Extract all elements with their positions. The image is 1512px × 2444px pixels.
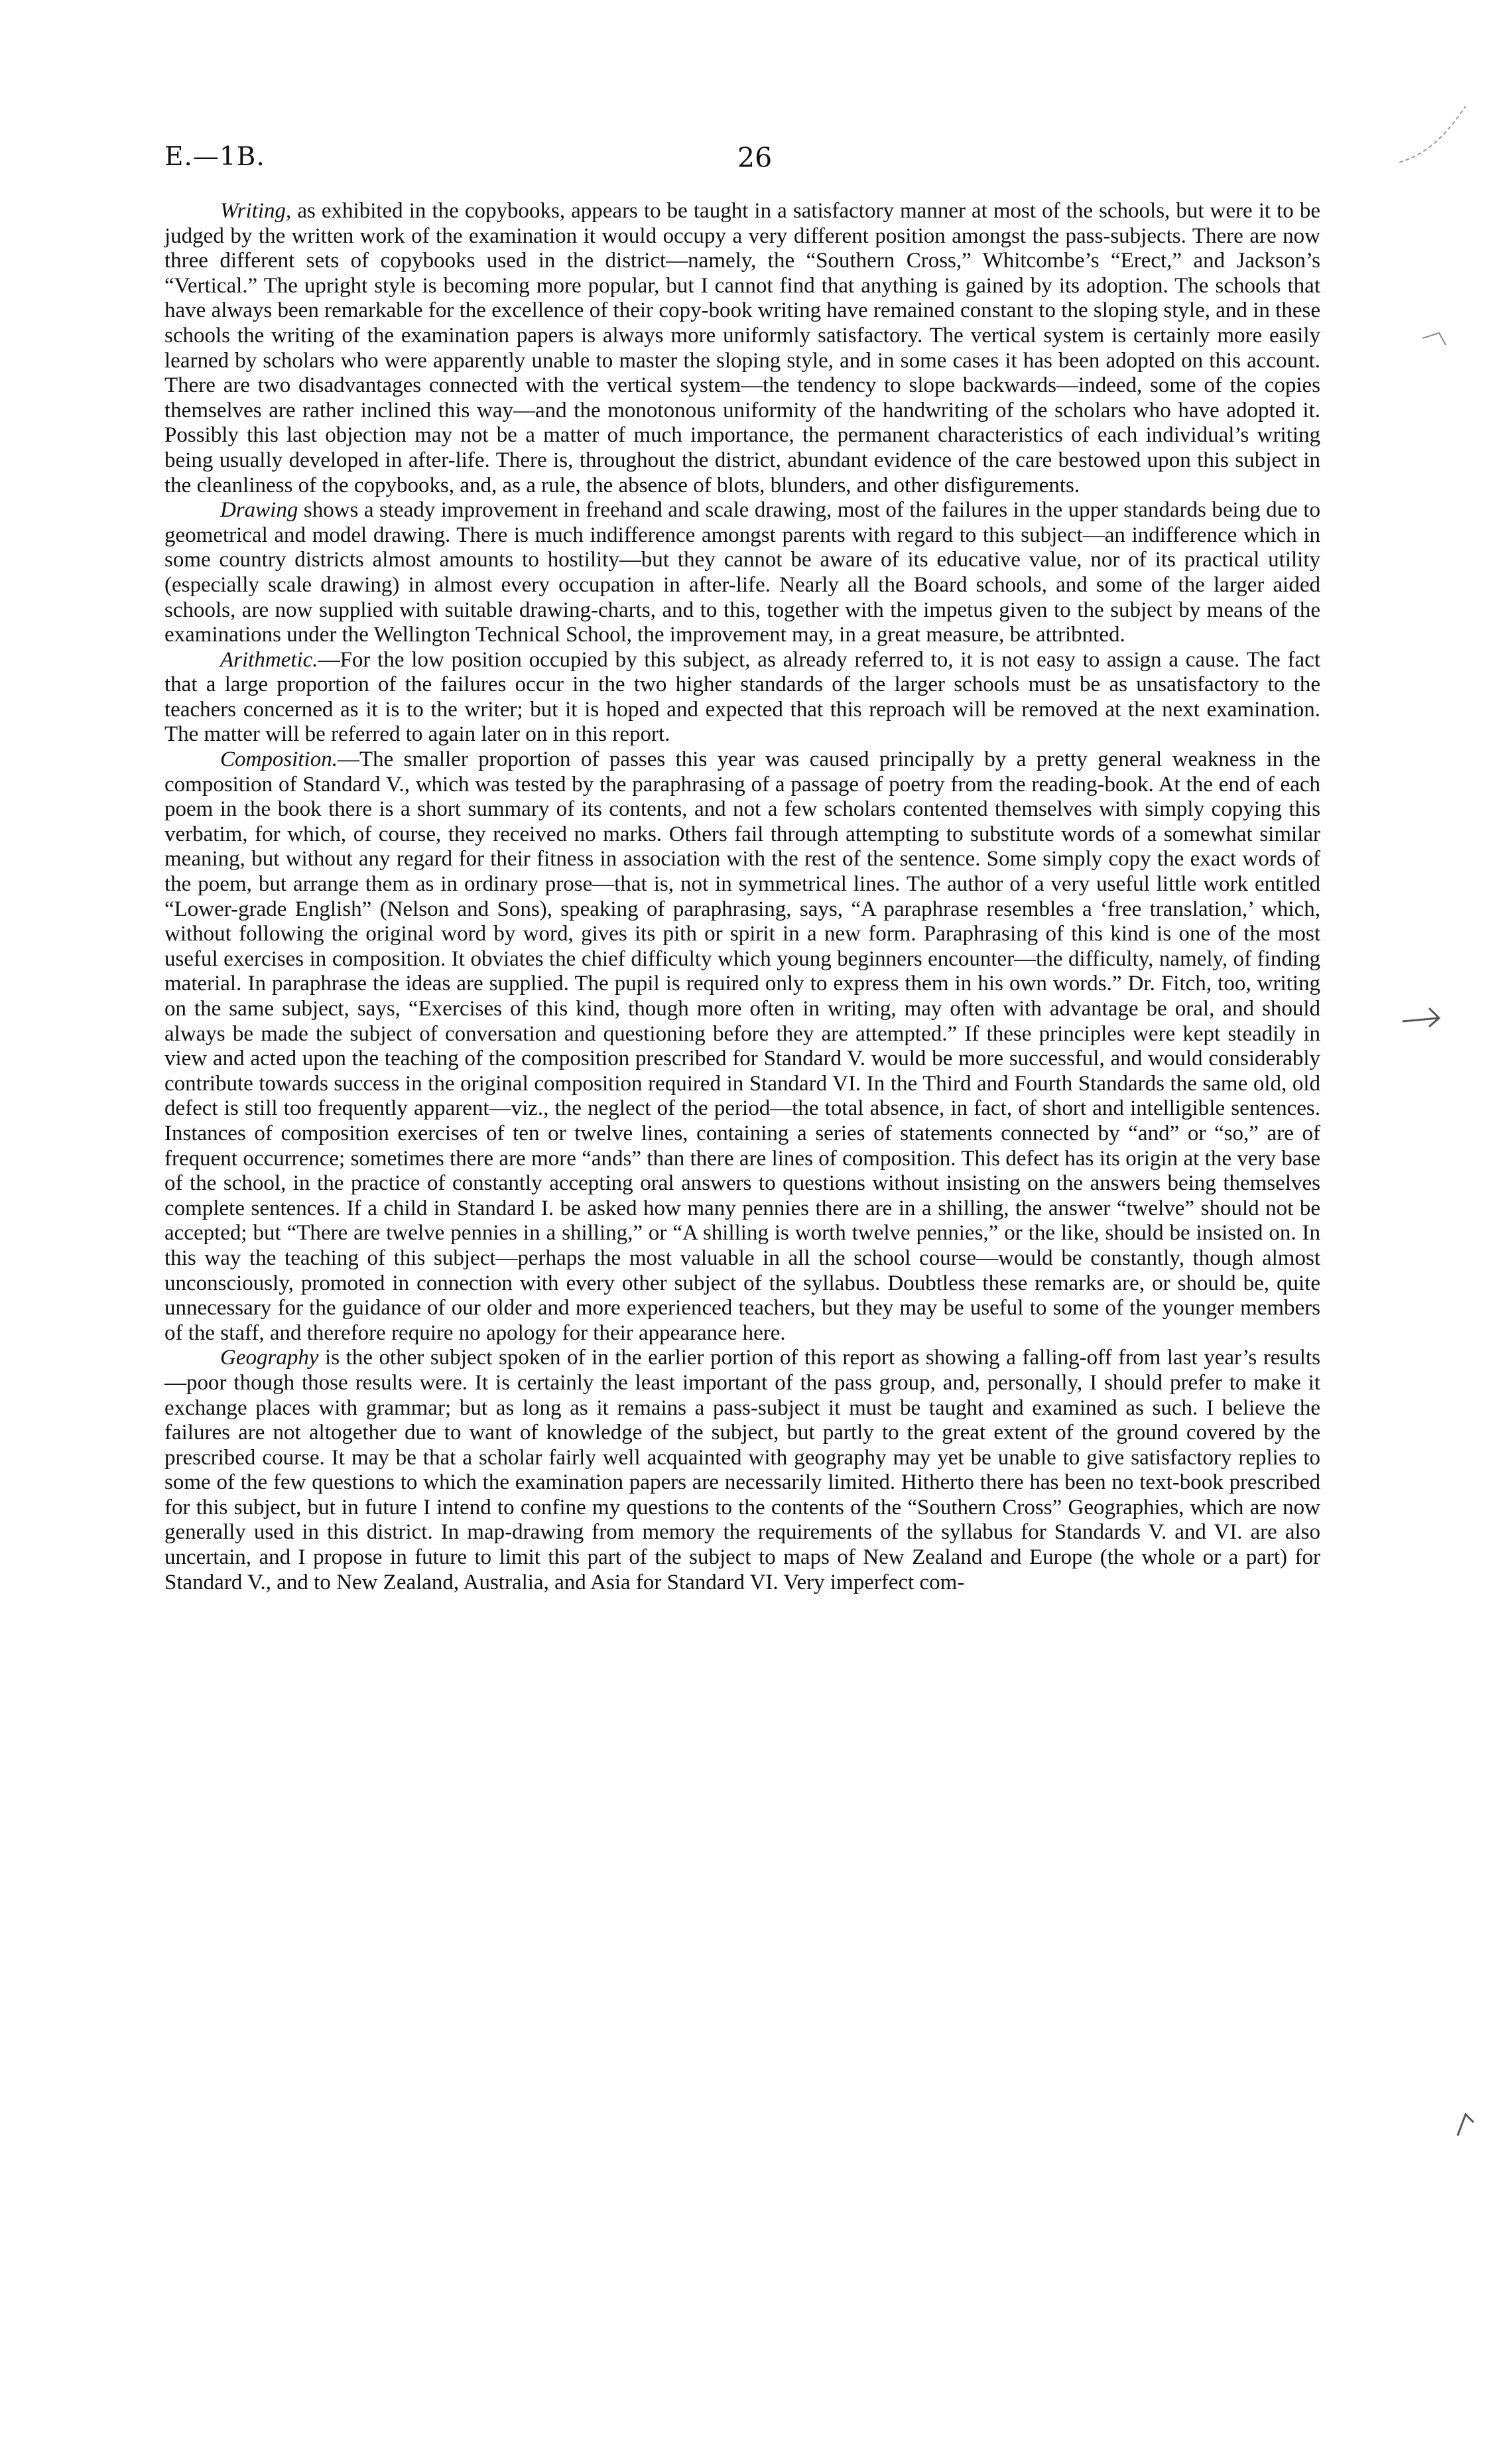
report-body	[164, 199, 1320, 1595]
paragraph-lead: Writing,	[220, 199, 292, 223]
margin-arrow-icon	[1399, 1001, 1446, 1035]
paragraph-lead: Drawing	[220, 498, 298, 523]
margin-mark-icon	[1452, 2109, 1479, 2142]
page-header	[157, 142, 1310, 182]
paragraph-text: as exhibited in the copybooks, appears to be taught in a satisfactory manner at most of the schools, but were it to be judged by the written work of the examination it would occupy a very different position amongst the pass-subjects. There are now three different sets of copybooks used in the district—namely, the “Southern Cross,” Whitcombe’s “Erect,” and Jackson’s “Vertical.” The upright style is becoming more popular, but I cannot find that anything is gained by its adoption. The schools that have always been remarkable for the excellence of their copy-book writing have remained constant to the sloping style, and in these schools the writing of the examination papers is always more uniformly satisfactory. The vertical system is certainly more easily learned by scholars who were apparently unable to master the sloping style, and in some cases it has been adopted on this account. There are two disadvantages connected with the vertical system—the tendency to slope backwards—indeed, some of the copies themselves are rather inclined this way—and the monotonous uniformity of the handwriting of the scholars who have adopted it. Possibly this last objection may not be a matter of much importance, the permanent characteristics of each individual’s writing being usually developed in after-life. There is, throughout the district, abundant evidence of the care bestowed upon this subject in the cleanliness of the copybooks, and, as a rule, the absence of blots, blunders, and other disfigurements.	[164, 199, 1320, 497]
paragraph-lead: Composition.	[220, 747, 338, 772]
paragraph-composition	[164, 747, 1320, 1346]
paragraph-text: —The smaller proportion of passes this year was caused principally by a pretty general weakness in the composition of Standard V., which was tested by the paraphrasing of a passage of poetry from the reading-book. At the end of each poem in the book there is a short summary of its contents, and not a few scholars contented themselves with simply copying this verbatim, for which, of course, they received no marks. Others fail through attempting to substitute words of a somewhat similar meaning, but without any regard for their fitness in association with the rest of the sentence. Some simply copy the exact words of the poem, but arrange them as in ordinary prose—that is, not in symmetrical lines. The author of a very useful little work entitled “Lower-grade English” (Nelson and Sons), speaking of paraphrasing, says, “A paraphrase resembles a ‘free translation,’ which, without following the original word by word, gives its pith or spirit in a new form. Paraphrasing of this kind is one of the most useful exercises in composition. It obviates the chief difficulty which young beginners encounter—the difficulty, namely, of finding material. In paraphrase the ideas are supplied. The pupil is required only to express them in his own words.” Dr. Fitch, too, writing on the same subject, says, “Exercises of this kind, though more often in writing, may often with advantage be oral, and should always be made the subject of conversation and questioning before they are attempted.” If these principles were kept steadily in view and acted upon the teaching of the composition prescribed for Standard V. would be more successful, and would considerably contribute towards success in the original composition required in Standard VI. In the Third and Fourth Standards the same old, old defect is still too frequently apparent—viz., the neglect of the period—the total absence, in fact, of short and intelligible sentences. Instances of composition exercises of ten or twelve lines, containing a series of statements connected by “and” or “so,” are of frequent occurrence; sometimes there are more “ands” than there are lines of composition. This defect has its origin at the very base of the school, in the practice of constantly accepting oral answers to questions without insisting on the answers being themselves complete sentences. If a child in Standard I. be asked how many pennies there are in a shilling, the answer “twelve” should not be accepted; but “There are twelve pennies in a shilling,” or “A shilling is worth twelve pennies,” or the like, should be insisted on. In this way the teaching of this subject—perhaps the most valuable in all the school course—would be constantly, though almost unconsciously, promoted in connection with every other subject of the syllabus. Doubtless these remarks are, or should be, quite unnecessary for the guidance of our older and more experienced teachers, but they may be useful to some of the younger members of the staff, and therefore require no apology for their appearance here.	[164, 747, 1320, 1345]
paragraph-drawing	[164, 498, 1320, 648]
paragraph-text: shows a steady improvement in freehand and scale drawing, most of the failures in the upper standards being due to geometrical and model drawing. There is much indifference amongst parents with regard to this subject—an indifference which in some country districts almost amounts to hostility—but they cannot be aware of its educative value, nor of its practical utility (especially scale drawing) in almost every occupation in after-life. Nearly all the Board schools, and some of the larger aided schools, are now supplied with suitable drawing-charts, and to this, together with the impetus given to the subject by means of the examinations under the Wellington Technical School, the improvement may, in a great measure, be attribnted.	[164, 498, 1320, 647]
paragraph-text: is the other subject spoken of in the earlier portion of this report as showing a falling-off from last year’s results—poor though those results were. It is certainly the least important of the pass group, and, personally, I should prefer to make it exchange places with grammar; but as long as it remains a pass-subject it must be taught and examined as such. I believe the failures are not altogether due to want of knowledge of the subject, but partly to the great extent of the ground covered by the prescribed course. It may be that a scholar fairly well acquainted with geography may yet be unable to give satisfactory replies to some of the few questions to which the examination papers are necessarily limited. Hitherto there has been no text-book prescribed for this subject, but in future I intend to confine my questions to the contents of the “Southern Cross” Geographies, which are now generally used in this district. In map-drawing from memory the requirements of the syllabus for Standards V. and VI. are also uncertain, and I propose in future to limit this part of the subject to maps of New Zealand and Europe (the whole or a part) for Standard V., and to New Zealand, Australia, and Asia for Standard VI. Very imperfect com-	[164, 1346, 1320, 1594]
paragraph-lead: Arithmetic.	[220, 647, 318, 672]
report-code: E.—1B.	[164, 142, 265, 172]
margin-tick-icon	[1419, 325, 1452, 352]
paragraph-lead: Geography	[220, 1346, 319, 1370]
paragraph-writing	[164, 199, 1320, 498]
paragraph-text: —For the low position occupied by this subject, as already referred to, it is not easy to assign a cause. The fact that a large proportion of the failures occur in the two higher standards of the larger schools must be as unsatisfactory to the teachers concerned as it is to the writer; but it is hoped and expected that this reproach will be removed at the next examination. The matter will be referred to again later on in this report.	[164, 647, 1320, 747]
paragraph-arithmetic	[164, 648, 1320, 747]
paragraph-geography	[164, 1346, 1320, 1595]
page-number: 26	[737, 142, 773, 174]
margin-scribble-icon	[1393, 99, 1472, 172]
